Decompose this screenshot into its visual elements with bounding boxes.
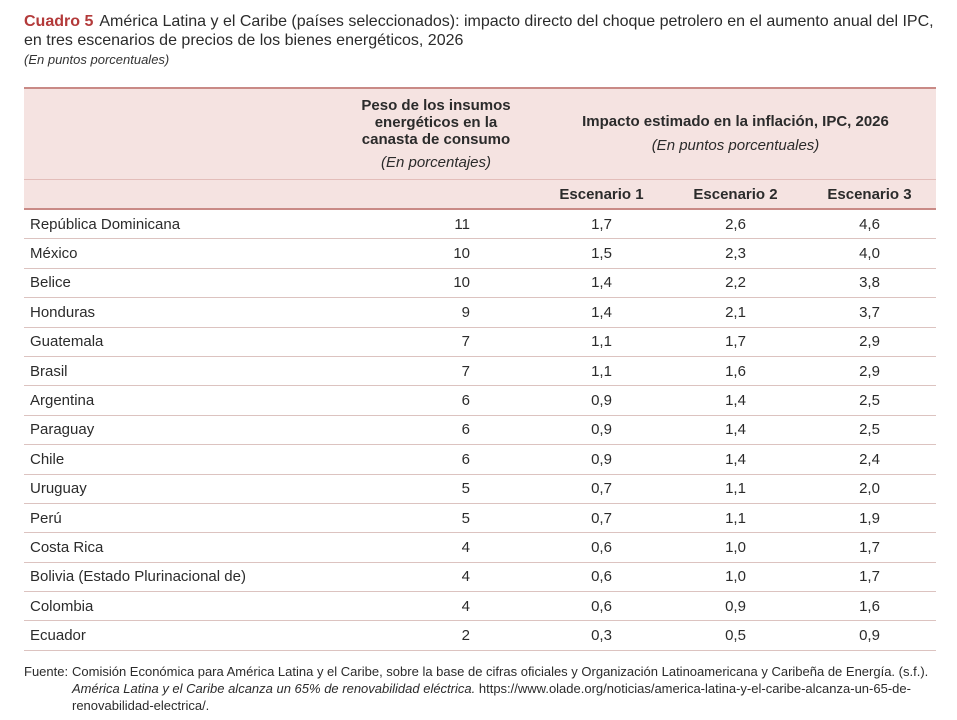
scenario-1-cell: 0,7 <box>535 474 668 503</box>
impact-header-text: Impacto estimado en la inflación, IPC, 2026 <box>582 113 889 130</box>
weight-cell: 9 <box>337 298 535 327</box>
scenario-1-cell: 1,1 <box>535 356 668 385</box>
scenario-3-cell: 2,5 <box>803 386 936 415</box>
table-row <box>24 268 936 297</box>
scenario-1-cell: 1,1 <box>535 327 668 356</box>
weight-cell: 6 <box>337 386 535 415</box>
weight-cell: 6 <box>337 445 535 474</box>
country-cell: Paraguay <box>24 415 337 444</box>
weight-column-header <box>337 88 535 180</box>
table-units: (En puntos porcentuales) <box>24 52 170 67</box>
scenario-3-cell: 2,9 <box>803 356 936 385</box>
country-cell: Colombia <box>24 592 337 621</box>
weight-cell: 10 <box>337 239 535 268</box>
scenario-1-cell: 0,9 <box>535 386 668 415</box>
source-label: Fuente: <box>24 664 69 679</box>
weight-cell: 11 <box>337 209 535 239</box>
country-cell: Honduras <box>24 298 337 327</box>
scenario-1-cell: 0,6 <box>535 562 668 591</box>
scenario-2-cell: 2,1 <box>668 298 803 327</box>
scenario-3-cell: 3,7 <box>803 298 936 327</box>
scenario-2-header: Escenario 2 <box>668 180 803 210</box>
table-row <box>24 474 936 503</box>
scenario-1-header: Escenario 1 <box>535 180 668 210</box>
scenario-1-cell: 0,7 <box>535 503 668 532</box>
scenario-3-cell: 3,8 <box>803 268 936 297</box>
table-caption <box>24 12 944 50</box>
scenario-2-cell: 1,7 <box>668 327 803 356</box>
scenario-2-cell: 2,3 <box>668 239 803 268</box>
scenario-2-cell: 1,4 <box>668 415 803 444</box>
table-row <box>24 562 936 591</box>
scenario-2-cell: 2,6 <box>668 209 803 239</box>
scenario-1-cell: 0,6 <box>535 592 668 621</box>
scenario-3-cell: 2,5 <box>803 415 936 444</box>
country-cell: Ecuador <box>24 621 337 650</box>
scenario-2-cell: 1,4 <box>668 386 803 415</box>
country-cell: México <box>24 239 337 268</box>
scenario-1-cell: 0,9 <box>535 415 668 444</box>
scenario-1-cell: 0,6 <box>535 533 668 562</box>
table-row <box>24 386 936 415</box>
scenario-2-cell: 1,1 <box>668 474 803 503</box>
weight-cell: 4 <box>337 592 535 621</box>
scenario-2-cell: 0,5 <box>668 621 803 650</box>
country-cell: Perú <box>24 503 337 532</box>
scenario-1-cell: 0,3 <box>535 621 668 650</box>
table-number: Cuadro 5 <box>24 13 94 30</box>
table-row <box>24 327 936 356</box>
table-row <box>24 533 936 562</box>
table-row <box>24 298 936 327</box>
scenario-1-cell: 1,4 <box>535 268 668 297</box>
scenario-1-cell: 1,5 <box>535 239 668 268</box>
scenario-3-cell: 1,7 <box>803 562 936 591</box>
scenario-2-cell: 1,6 <box>668 356 803 385</box>
impact-column-header <box>535 88 936 180</box>
country-cell: Guatemala <box>24 327 337 356</box>
table-row <box>24 592 936 621</box>
weight-cell: 7 <box>337 327 535 356</box>
scenario-3-cell: 1,9 <box>803 503 936 532</box>
weight-header-text: Peso de los insumos energéticos en la canasta de consumo <box>361 97 511 148</box>
table-header <box>24 88 936 209</box>
data-table <box>24 87 936 651</box>
scenario-2-cell: 1,1 <box>668 503 803 532</box>
weight-cell: 6 <box>337 415 535 444</box>
country-cell: Belice <box>24 268 337 297</box>
scenario-2-cell: 1,0 <box>668 533 803 562</box>
country-cell: Uruguay <box>24 474 337 503</box>
country-cell: Bolivia (Estado Plurinacional de) <box>24 562 337 591</box>
scenario-3-cell: 2,4 <box>803 445 936 474</box>
scenario-3-cell: 1,6 <box>803 592 936 621</box>
table-row <box>24 445 936 474</box>
subheader-blank-2 <box>337 180 535 210</box>
source-text: Comisión Económica para América Latina y el Caribe, sobre la base de cifras oficiales y Organización Latinoamericana y Caribeña de Energía. (s.f.). <box>72 664 929 679</box>
header-country-blank <box>24 88 337 180</box>
weight-header-unit: (En porcentajes) <box>380 154 492 171</box>
weight-cell: 5 <box>337 474 535 503</box>
scenario-2-cell: 0,9 <box>668 592 803 621</box>
country-cell: República Dominicana <box>24 209 337 239</box>
scenario-2-cell: 1,4 <box>668 445 803 474</box>
source-url: https://www.olade.org/noticias/america-latina-y-el-caribe-alcanza-un-65-de-renovabilidad-electrica/. <box>72 681 911 713</box>
impact-header-unit: (En puntos porcentuales) <box>651 137 820 154</box>
scenario-3-cell: 2,9 <box>803 327 936 356</box>
weight-cell: 4 <box>337 562 535 591</box>
country-cell: Brasil <box>24 356 337 385</box>
scenario-1-cell: 1,4 <box>535 298 668 327</box>
scenario-1-cell: 1,7 <box>535 209 668 239</box>
table-title: América Latina y el Caribe (países seleccionados): impacto directo del choque petrolero en el aumento anual del IPC, en tres escenarios de precios de los bienes energéticos, 2026 <box>24 13 934 49</box>
country-cell: Argentina <box>24 386 337 415</box>
table-row <box>24 621 936 650</box>
table-row <box>24 209 936 239</box>
scenario-3-cell: 1,7 <box>803 533 936 562</box>
weight-cell: 7 <box>337 356 535 385</box>
source-body <box>72 663 938 714</box>
scenario-1-cell: 0,9 <box>535 445 668 474</box>
source-title: América Latina y el Caribe alcanza un 65% de renovabilidad eléctrica. <box>72 681 476 696</box>
weight-cell: 5 <box>337 503 535 532</box>
scenario-3-cell: 4,0 <box>803 239 936 268</box>
table-row <box>24 239 936 268</box>
table-body <box>24 209 936 650</box>
table-row <box>24 503 936 532</box>
table-row <box>24 415 936 444</box>
weight-cell: 4 <box>337 533 535 562</box>
subheader-blank-1 <box>24 180 337 210</box>
scenario-2-cell: 1,0 <box>668 562 803 591</box>
country-cell: Costa Rica <box>24 533 337 562</box>
country-cell: Chile <box>24 445 337 474</box>
scenario-3-cell: 0,9 <box>803 621 936 650</box>
weight-cell: 10 <box>337 268 535 297</box>
scenario-2-cell: 2,2 <box>668 268 803 297</box>
weight-cell: 2 <box>337 621 535 650</box>
scenario-3-cell: 4,6 <box>803 209 936 239</box>
source-note <box>24 663 944 714</box>
table-row <box>24 356 936 385</box>
scenario-3-cell: 2,0 <box>803 474 936 503</box>
scenario-3-header: Escenario 3 <box>803 180 936 210</box>
